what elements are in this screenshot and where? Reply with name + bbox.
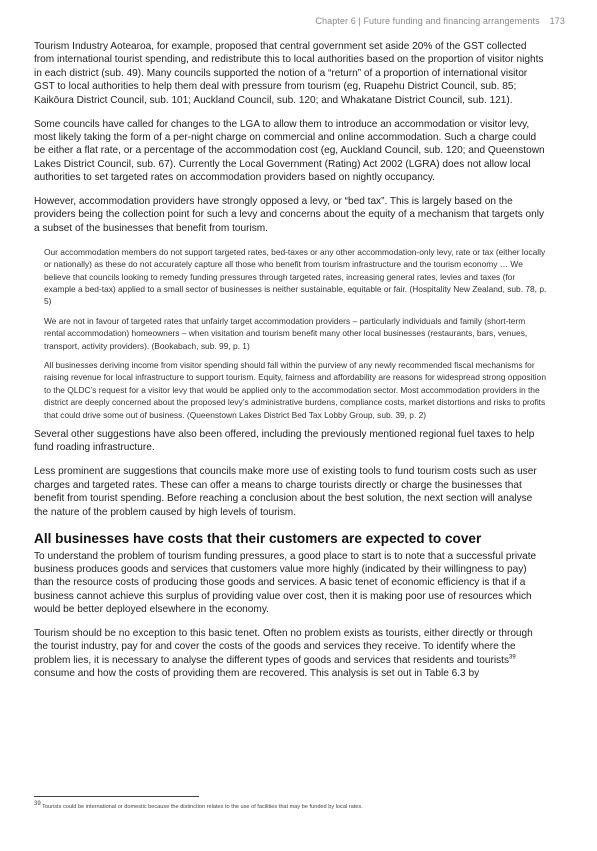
paragraph-tourism-tenet xyxy=(34,627,548,681)
footnote-divider xyxy=(34,796,199,797)
submission-quotes xyxy=(44,246,548,421)
footnote-text: Tourists could be international or domestic because the distinction relates to the use of facilities that may be funded by local rates. xyxy=(40,804,363,810)
paragraph-other-suggestions: Several other suggestions have also been offered, including the previously mentioned regional fuel taxes to help fund roading infrastructure. xyxy=(34,429,535,454)
footnote xyxy=(34,803,554,811)
running-header xyxy=(315,16,565,26)
page-number: 173 xyxy=(549,16,565,26)
paragraph-text-after-note: consume and how the costs of providing them are recovered. This analysis is set out in Table 6.3 by xyxy=(34,668,480,680)
paragraph-text-before-note: Tourism should be no exception to this basic tenet. Often no problem exists as tourists, either directly or through the tourist industry, pay for and cover the costs of the goods and services they receive. To identify where the problem lies, it is necessary to analyse the different types of goods and services that residents and tourists xyxy=(34,628,533,666)
paragraph-bed-tax-opposition: However, accommodation providers have strongly opposed a levy, or “bed tax”. This is largely based on the providers being the collection point for such a levy and concerns about the equity of a mechanism that targets only a subset of the businesses that benefit from tourism. xyxy=(34,196,545,234)
quote-bookabach: We are not in favour of targeted rates that unfairly target accommodation providers – particularly individuals and family (short-term rental accommodation) homeowners – when visitation and tourism benefit many other local businesses (restaurants, bars, venues, transport, activity providers). (Bookabach, sub. 99, p. 1) xyxy=(44,315,528,351)
section-heading: All businesses have costs that their customers are expected to cover xyxy=(34,530,482,546)
body-text xyxy=(34,40,548,691)
paragraph-existing-tools: Less prominent are suggestions that councils make more use of existing tools to fund tourism costs such as user charges and targeted rates. These can offer a means to charge tourists directly or charge the businesses that benefit from tourist spending. Before reaching a conclusion about the best solution, the next section will analyse the nature of the problem caused by high levels of tourism. xyxy=(34,466,537,518)
paragraph-economic-efficiency: To understand the problem of tourism funding pressures, a good place to start is to note that a successful private business produces goods and services that customers value more highly (indicated by their willingness to pay) than the resource costs of producing those goods and services. A basic tenet of economic efficiency is that if a business cannot achieve this surplus of providing value over cost, then it is making poor use of resources which would be better deployed elsewhere in the economy. xyxy=(34,550,537,616)
quote-queenstown-lobby: All businesses deriving income from visitor spending should fall within the purview of any newly recommended fiscal mechanisms for raising revenue for local infrastructure to support tourism. Equity, fairness and affordability are reasons for widespread strong opposition to the QLDC’s request for a visitor levy that would be applied only to the accommodation sector. Most accommodation providers in the district are deeply concerned about the proposed levy’s administrative burdens, compliance costs, market distortions and risks to profits that could drive some out of business. (Queenstown Lakes District Bed Tax Lobby Group, sub. 39, p. 2) xyxy=(44,360,546,420)
chapter-title: Chapter 6 | Future funding and financing arrangements xyxy=(315,16,540,26)
quote-hospitality-nz: Our accommodation members do not support targeted rates, bed-taxes or any other accommodation-only levy, rate or tax (either locally or nationally) as these do not accurately capture all those who benefit from tourism infrastructure and the tourism economy … We believe that councils looking to remedy funding pressures through targeted rates, increasing general rates, levies and taxes (for example a bed-tax) applied to a small sector of businesses is neither sustainable, equitable or fair. (Hospitality New Zealand, sub. 78, p. 5) xyxy=(44,246,547,307)
paragraph-gst-return: Tourism Industry Aotearoa, for example, proposed that central government set aside 20% of the GST collected from international tourist spending, and redistribute this to local authorities based on the proportion of visitor nights in each district (sub. 49). Many councils supported the notion of a “return” of a proportion of international visitor GST to local authorities to help them deal with pressure from tourism (eg, Ruapehu District Council, sub. 85; Kaikōura District Council, sub. 101; Auckland Council, sub. 120; and Whakatane District Council, sub. 121). xyxy=(34,41,544,106)
paragraph-visitor-levy: Some councils have called for changes to the LGA to allow them to introduce an accommodation or visitor levy, most likely taking the form of a per-night charge on commercial and online accommodation. Such a charge could be either a flat rate, or a percentage of the accommodation cost (eg, Auckland Council, sub. 120; and Queenstown Lakes District Council, sub. 67). Currently the Local Government (Rating) Act 2002 (LGRA) does not allow local authorities to set targeted rates on accommodation providers based on nightly occupancy. xyxy=(34,118,545,184)
footnote-reference[interactable]: 39 xyxy=(509,654,516,661)
footnote-number: 39 xyxy=(34,801,41,808)
